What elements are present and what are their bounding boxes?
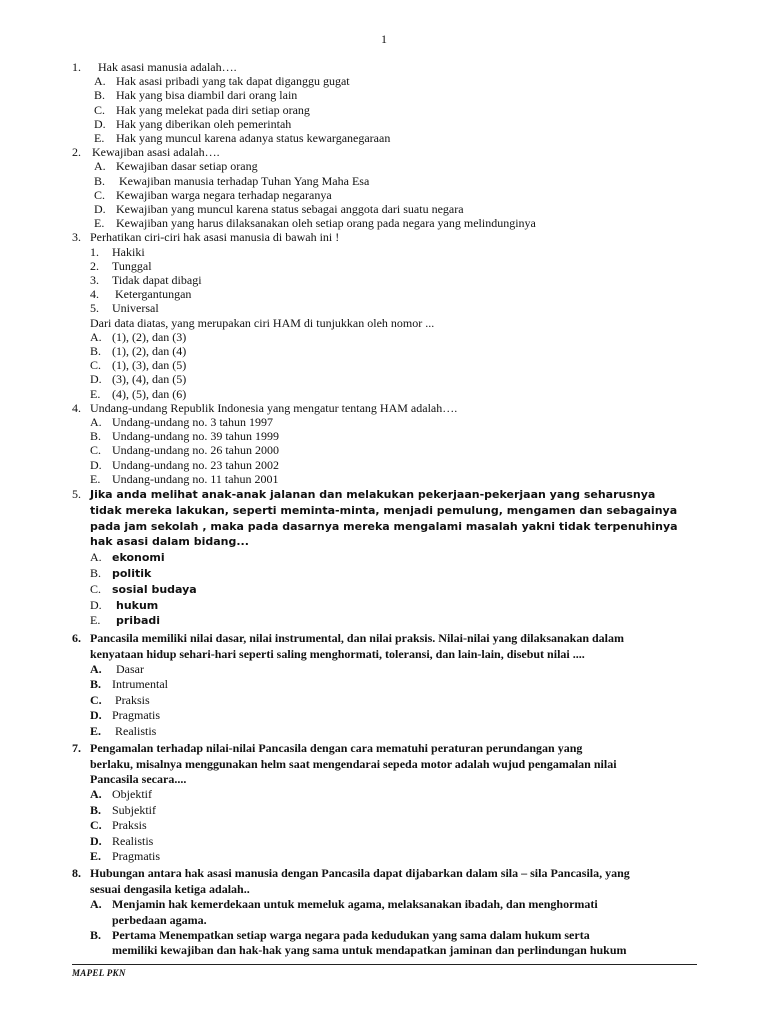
option-b — [72, 677, 697, 692]
option-text-line: Pertama Menempatkan setiap warga negara pada kedudukan yang sama dalam hukum serta — [112, 927, 590, 942]
option-text: hukum — [116, 598, 159, 612]
option-d — [72, 834, 697, 849]
option-letter: A. — [94, 74, 106, 89]
option-letter: C. — [90, 692, 102, 707]
option-d — [72, 372, 697, 386]
option-text: Dasar — [116, 662, 144, 677]
item-number: 3. — [90, 273, 99, 288]
option-letter: D. — [90, 708, 102, 723]
option-a — [72, 550, 697, 566]
question-5 — [72, 487, 697, 629]
list-item — [72, 273, 697, 287]
option-a — [72, 159, 697, 173]
option-letter: B. — [90, 677, 102, 692]
option-d — [72, 202, 697, 216]
option-text-line: memiliki kewajiban dan hak-hak yang sama untuk mendapatkan jaminan dan perlindungan hukum — [112, 943, 627, 958]
question-stem — [72, 230, 697, 244]
item-number: 2. — [90, 258, 99, 273]
option-letter: B. — [90, 344, 102, 359]
option-a — [72, 330, 697, 344]
option-text: Praksis — [115, 692, 150, 707]
list-item — [72, 259, 697, 273]
option-e — [72, 472, 697, 486]
option-letter: D. — [90, 372, 102, 387]
option-letter: D. — [94, 202, 106, 217]
option-letter: E. — [90, 386, 101, 401]
option-text-line: Menjamin hak kemerdekaan untuk memeluk agama, melaksanakan ibadah, dan menghormati — [112, 897, 598, 912]
question-stem — [72, 631, 697, 662]
option-d — [72, 708, 697, 723]
option-text: Hak yang bisa diambil dari orang lain — [116, 88, 298, 103]
question-stem — [72, 145, 697, 159]
question-7 — [72, 741, 697, 864]
list-item — [72, 287, 697, 301]
option-text: ekonomi — [112, 551, 165, 565]
option-c — [72, 693, 697, 708]
option-letter: A. — [90, 329, 102, 344]
option-text: (4), (5), dan (6) — [112, 386, 187, 401]
item-number: 5. — [90, 301, 99, 316]
question-text: Hak asasi manusia adalah…. — [98, 60, 237, 74]
question-text-line: Pancasila secara.... — [90, 771, 187, 786]
option-a — [72, 897, 697, 928]
question-text-line: Hubungan antara hak asasi manusia dengan Pancasila dapat dijabarkan dalam sila – sila Pancasila, yang — [90, 866, 630, 881]
option-letter: A. — [90, 550, 102, 565]
option-a — [72, 787, 697, 802]
footer-divider — [72, 964, 697, 965]
option-letter: A. — [90, 662, 102, 677]
option-letter: E. — [90, 613, 101, 628]
question-number: 3. — [72, 230, 81, 245]
question-number: 4. — [72, 400, 81, 415]
option-e — [72, 131, 697, 145]
option-letter: A. — [90, 415, 102, 430]
option-text: Kewajiban yang harus dilaksanakan oleh setiap orang pada negara yang melindunginya — [116, 216, 536, 231]
question-text-line: sesuai dengasila ketiga adalah.. — [90, 881, 250, 896]
option-text: Undang-undang no. 39 tahun 1999 — [112, 429, 279, 444]
option-e — [72, 216, 697, 230]
item-text: Tidak dapat dibagi — [112, 273, 202, 288]
option-letter: E. — [90, 723, 102, 738]
option-b — [72, 928, 697, 959]
option-a — [72, 74, 697, 88]
question-number: 7. — [72, 741, 81, 756]
option-letter: E. — [94, 131, 105, 146]
option-letter: D. — [90, 597, 102, 612]
option-b — [72, 803, 697, 818]
question-1 — [72, 60, 697, 145]
option-text: Hak asasi pribadi yang tak dapat diganggu gugat — [116, 74, 350, 89]
option-text: politik — [112, 567, 152, 581]
option-letter: C. — [90, 358, 102, 373]
option-letter: D. — [90, 457, 102, 472]
option-letter: B. — [90, 566, 102, 581]
question-text-line: pada jam sekolah , maka pada dasarnya mereka mengalami masalah yakni tidak terpenuhinya — [90, 519, 678, 533]
option-b — [72, 174, 697, 188]
option-text: Praksis — [112, 818, 147, 833]
option-text: Realistis — [115, 723, 157, 738]
item-number: 1. — [90, 244, 99, 259]
option-e — [72, 849, 697, 864]
question-list — [72, 60, 697, 959]
option-text: (1), (3), dan (5) — [112, 358, 187, 373]
option-text: Subjektif — [112, 802, 156, 817]
option-text: Undang-undang no. 26 tahun 2000 — [112, 443, 279, 458]
question-text-line: hak asasi dalam bidang... — [90, 535, 249, 549]
question-6 — [72, 631, 697, 739]
option-letter: D. — [94, 116, 106, 131]
list-item — [72, 245, 697, 259]
option-text: Undang-undang no. 11 tahun 2001 — [112, 471, 279, 486]
question-stem — [72, 487, 697, 550]
option-letter: C. — [94, 102, 106, 117]
question-text-line: Pengamalan terhadap nilai-nilai Pancasila dengan cara mematuhi peraturan perundangan yang — [90, 741, 583, 756]
question-text: Kewajiban asasi adalah…. — [92, 145, 220, 160]
option-c — [72, 443, 697, 457]
option-letter: C. — [90, 818, 102, 833]
question-text-line: Pancasila memiliki nilai dasar, nilai instrumental, dan nilai praksis. Nilai-nilai yang dilaksanakan dalam — [90, 631, 625, 646]
option-b — [72, 429, 697, 443]
option-text: (1), (2), dan (3) — [112, 329, 187, 344]
option-text: (1), (2), dan (4) — [112, 344, 187, 359]
question-text: Perhatikan ciri-ciri hak asasi manusia di bawah ini ! — [90, 230, 340, 245]
option-letter: E. — [90, 848, 102, 863]
option-c — [72, 188, 697, 202]
option-text: pribadi — [116, 614, 161, 628]
item-text: Hakiki — [112, 244, 145, 259]
question-stem — [72, 401, 697, 415]
option-text: Pragmatis — [112, 848, 160, 863]
option-letter: A. — [90, 787, 102, 802]
option-text: Undang-undang no. 3 tahun 1997 — [112, 415, 273, 430]
option-text: Hak yang muncul karena adanya status kewarganegaraan — [116, 131, 391, 146]
footer-text: MAPEL PKN — [72, 968, 126, 978]
question-8 — [72, 866, 697, 958]
question-2 — [72, 145, 697, 230]
option-text: Realistis — [112, 833, 154, 848]
list-item — [72, 301, 697, 315]
question-stem — [72, 866, 697, 897]
item-text: Tunggal — [112, 258, 152, 273]
option-c — [72, 582, 697, 598]
option-letter: C. — [90, 581, 102, 596]
option-b — [72, 88, 697, 102]
question-text: Undang-undang Republik Indonesia yang mengatur tentang HAM adalah…. — [90, 400, 458, 415]
item-text: Universal — [112, 301, 159, 316]
question-stem — [72, 60, 697, 74]
option-b — [72, 344, 697, 358]
option-d — [72, 598, 697, 614]
option-text: Hak yang melekat pada diri setiap orang — [116, 102, 310, 117]
option-letter: C. — [90, 443, 102, 458]
option-text-line: perbedaan agama. — [112, 912, 207, 927]
question-text-line: berlaku, misalnya menggunakan helm saat mengendarai sepeda motor adalah wujud pengamalan nilai — [90, 756, 617, 771]
option-text: sosial budaya — [112, 582, 197, 596]
question-stem — [72, 741, 697, 787]
option-letter: B. — [94, 173, 106, 188]
option-a — [72, 662, 697, 677]
option-b — [72, 566, 697, 582]
option-text: Kewajiban warga negara terhadap negaranya — [116, 187, 332, 202]
item-number: 4. — [90, 287, 99, 302]
option-text: Undang-undang no. 23 tahun 2002 — [112, 457, 279, 472]
option-d — [72, 458, 697, 472]
option-text: (3), (4), dan (5) — [112, 372, 187, 387]
option-letter: B. — [90, 927, 102, 942]
option-letter: A. — [94, 159, 106, 174]
option-a — [72, 415, 697, 429]
option-letter: E. — [94, 216, 105, 231]
option-d — [72, 117, 697, 131]
item-text: Ketergantungan — [115, 287, 192, 302]
option-letter: A. — [90, 897, 102, 912]
option-letter: B. — [90, 802, 102, 817]
question-text-line: kenyataan hidup sehari-hari seperti saling menghormati, toleransi, dan lain-lain, disebut nilai .... — [90, 646, 585, 661]
question-4 — [72, 401, 697, 486]
option-letter: E. — [90, 471, 101, 486]
question-number: 5. — [72, 487, 81, 502]
option-text: Hak yang diberikan oleh pemerintah — [116, 116, 292, 131]
option-text: Kewajiban dasar setiap orang — [116, 159, 258, 174]
question-number: 1. — [72, 60, 81, 74]
option-text: Intrumental — [112, 677, 168, 692]
question-3 — [72, 230, 697, 400]
option-e — [72, 724, 697, 739]
question-number: 2. — [72, 145, 81, 160]
question-prompt: Dari data diatas, yang merupakan ciri HAM di tunjukkan oleh nomor ... — [90, 315, 435, 330]
page-number: 1 — [381, 32, 387, 46]
option-e — [72, 613, 697, 629]
option-text: Kewajiban yang muncul karena status sebagai anggota dari suatu negara — [116, 202, 464, 217]
question-text-line: Jika anda melihat anak-anak jalanan dan melakukan pekerjaan-pekerjaan yang seharusnya — [90, 488, 656, 502]
option-letter: B. — [94, 88, 106, 103]
option-e — [72, 387, 697, 401]
option-letter: B. — [90, 429, 102, 444]
question-number: 8. — [72, 866, 81, 881]
question-number: 6. — [72, 631, 81, 646]
option-text: Kewajiban manusia terhadap Tuhan Yang Maha Esa — [119, 173, 370, 188]
option-letter: D. — [90, 833, 102, 848]
option-c — [72, 358, 697, 372]
option-c — [72, 818, 697, 833]
question-text-line: tidak mereka lakukan, seperti meminta-minta, menjadi pemulung, mengamen dan sebagainya — [90, 503, 678, 517]
option-text: Pragmatis — [112, 708, 160, 723]
option-text: Objektif — [112, 787, 152, 802]
option-c — [72, 103, 697, 117]
option-letter: C. — [94, 187, 106, 202]
